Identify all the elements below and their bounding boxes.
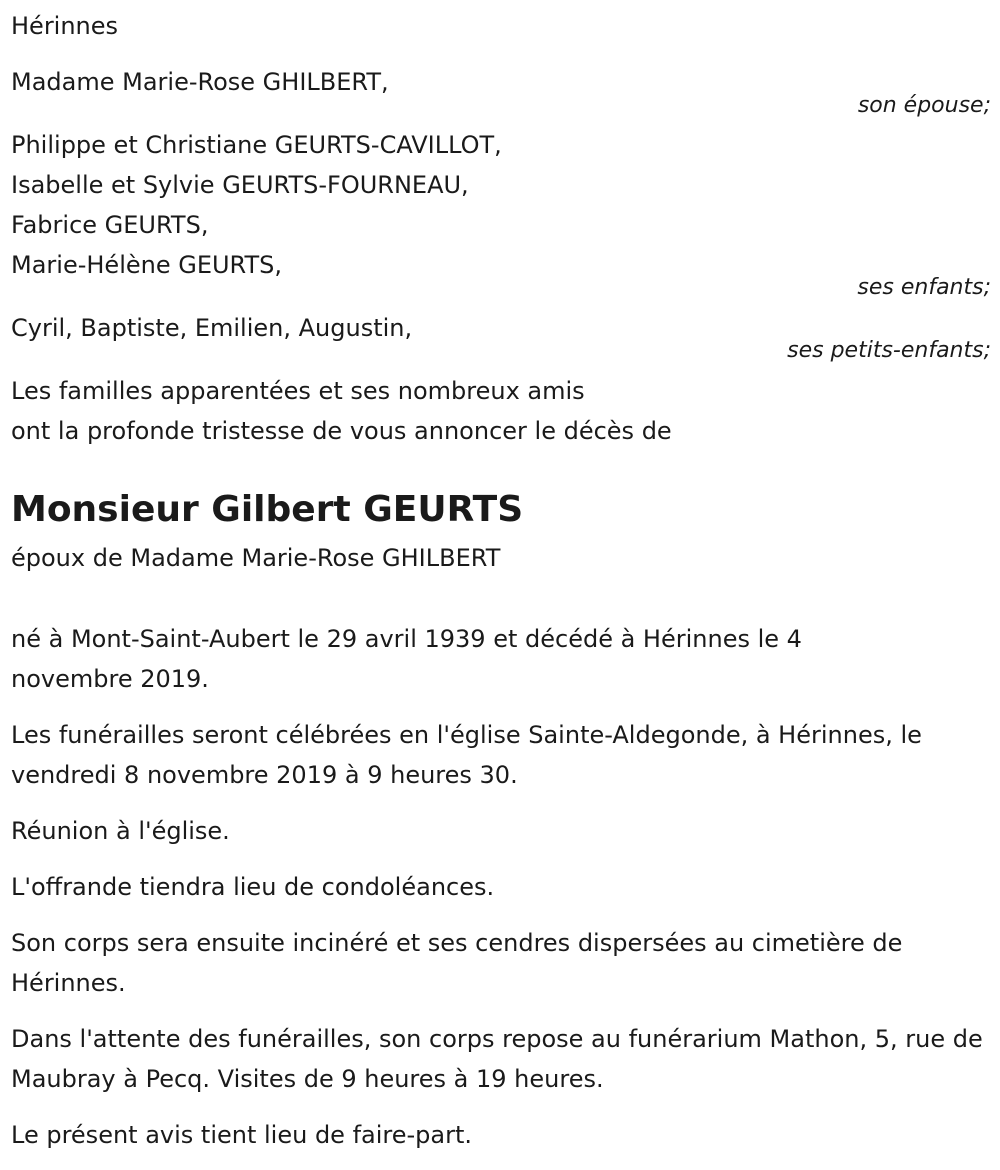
child-name: Philippe et Christiane GEURTS-CAVILLOT, [11,131,502,159]
faire-part-paragraph: Le présent avis tient lieu de faire-part. [11,1121,473,1149]
child-name: Marie-Hélène GEURTS, [11,251,283,279]
meeting-paragraph: Réunion à l'église. [11,817,230,845]
deceased-name: Monsieur Gilbert GEURTS [11,489,524,530]
deceased-subtitle: époux de Madame Marie-Rose GHILBERT [11,544,501,572]
grandchildren-names: Cyril, Baptiste, Emilien, Augustin, [11,314,413,342]
announcement-line: ont la profonde tristesse de vous annoncer le décès de [11,417,672,445]
location: Hérinnes [11,12,119,40]
cremation-paragraph: Son corps sera ensuite incinéré et ses cendres dispersées au cimetière de Hérinnes. [11,929,903,997]
funerarium-paragraph: Dans l'attente des funérailles, son corps repose au funérarium Mathon, 5, rue de Maubray à Pecq. Visites de 9 heures à 19 heures. [11,1025,983,1093]
grandchildren-relation: ses petits-enfants; [787,338,991,363]
children-relation: ses enfants; [857,275,991,300]
child-name: Fabrice GEURTS, [11,211,209,239]
spouse-relation: son épouse; [857,93,991,118]
offering-paragraph: L'offrande tiendra lieu de condoléances. [11,873,495,901]
announcement-line: Les familles apparentées et ses nombreux amis [11,377,585,405]
child-name: Isabelle et Sylvie GEURTS-FOURNEAU, [11,171,469,199]
birth-death-paragraph: né à Mont-Saint-Aubert le 29 avril 1939 et décédé à Hérinnes le 4 novembre 2019. [11,625,802,693]
funeral-paragraph: Les funérailles seront célébrées en l'église Sainte-Aldegonde, à Hérinnes, le vendredi 8 novembre 2019 à 9 heures 30. [11,721,922,789]
spouse-name: Madame Marie-Rose GHILBERT, [11,68,389,96]
